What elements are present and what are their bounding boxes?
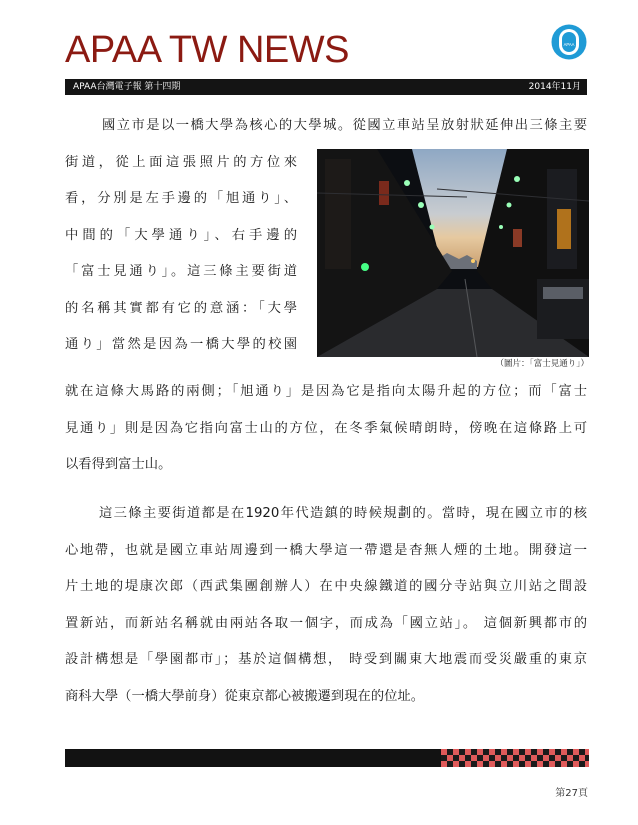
issue-bar: [65, 79, 587, 95]
logo-text: APAA: [563, 42, 575, 47]
paragraph-line: 片土地的堤康次郎（西武集團創辦人）在中央線鐵道的國分寺站與立川站之間設: [65, 579, 587, 594]
issue-label: APAA台灣電子報 第十四期: [73, 82, 181, 92]
paragraph-line: 街道，從上面這張照片的方位來: [65, 154, 297, 170]
paragraph-line: 設計構想是「學園都市」；基於這個構想， 時受到關東大地震而受災嚴重的東京: [65, 652, 587, 667]
paragraph-line: 以看得到富士山。: [65, 457, 172, 472]
paragraph-line: 心地帶，也就是國立車站周邊到一橋大學這一帶還是杳無人煙的土地。開發這一: [65, 542, 587, 558]
footer-bar: [65, 749, 441, 767]
paragraph-line: 就在這條大馬路的兩側；「旭通り」是因為它是指向太陽升起的方位；而「富士: [65, 384, 587, 399]
paragraph-line: 見通り」則是因為它指向富士山的方位，在冬季氣候晴朗時，傍晚在這條路上可: [65, 420, 587, 436]
footer-checker-pattern: [441, 749, 589, 767]
issue-date: 2014年11月: [528, 82, 581, 92]
photo-caption: （圖片：「富士見通り」）: [495, 359, 589, 369]
paragraph-line: 的名稱其實都有它的意涵：「大學: [65, 300, 297, 316]
paragraph-line: 中間的「大學通り」、右手邊的: [65, 227, 297, 243]
paragraph-line: 通り」當然是因為一橋大學的校園: [65, 337, 297, 352]
newsletter-title: APAA TW NEWS: [65, 29, 349, 71]
paragraph-line: 「富士見通り」。這三條主要街道: [65, 264, 297, 279]
page-number: 第27頁: [555, 788, 588, 799]
apaa-logo-icon: [551, 24, 587, 60]
street-photo: [317, 149, 589, 357]
paragraph-line: 看，分別是左手邊的「旭通り」、: [65, 191, 297, 206]
paragraph-line: 國立市是以一橋大學為核心的大學城。從國立車站呈放射狀延伸出三條主要: [102, 118, 587, 133]
article-paragraph-2: [65, 496, 587, 726]
paragraph-line: 商科大學（一橋大學前身）從東京都心被搬遷到現在的位址。: [65, 688, 425, 704]
paragraph-line: 置新站，而新站名稱就由兩站各取一個字，而成為「國立站」。 這個新興都市的: [65, 615, 587, 631]
paragraph-line: 這三條主要街道都是在1920年代造鎮的時候規劃的。當時，現在國立市的核: [99, 506, 587, 521]
